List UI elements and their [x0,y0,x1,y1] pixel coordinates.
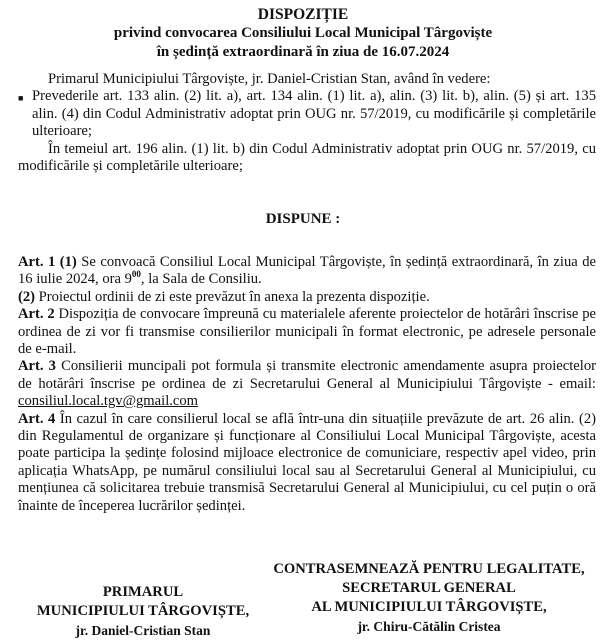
dispune-heading: DISPUNE : [265,211,341,227]
secretary-signature-block [256,560,602,636]
secretary-municipality: AL MUNICIPIULUI TÂRGOVIȘTE, [311,599,547,615]
square-bullet-icon: ■ [18,93,24,104]
article-1-2-text: Proiectul ordinii de zi este prevăzut în anexa la prezenta dispoziție. [35,288,430,305]
title-date: în ședință extraordinară în ziua de 16.07.2024 [156,44,450,60]
title-heading: DISPOZIȚIE [257,6,349,23]
article-4-text: În cazul în care consilierul local se află într-una din situațiile prevăzute de art. 26 alin. (2) din Regulamentul de organizare și funcționare al Consiliului Local Municipal Târgoviște, acesta poate participa la ședințe folosind mijloace electronice de comuniciare, respectiv apel video, prin aplicația WhatsApp, pe numărul consiliului local sau al Secretarului General al Municipiului, cu mențiunea că solicitarea trebuie transmisă Secretarului General al Municipiului, cu cel puțin o oră înainte de începerea lucrărilor ședinței. [18,410,596,514]
mayor-title: PRIMARUL [102,584,184,600]
mayor-signature-block [28,583,258,640]
article-3-text: Consilierii muncipali pot formula și transmite electronic amendamente asupra proiectelor de hotărâri înscrise pe ordinea de zi Secretarului General al Municipiului Târgoviște - email: [18,358,596,392]
intro-paragraph: Primarul Municipiului Târgoviște, jr. Daniel-Cristian Stan, având în vedere: [48,71,491,87]
article-1-text-a: Se convoacă Consiliul Local Municipal Târgoviște, în ședință extraordinară, în ziua de 16 iulie 2024, ora 9 [18,254,596,288]
countersign-label: CONTRASEMNEAZĂ PENTRU LEGALITATE, [273,561,585,577]
intro-section [18,71,596,175]
article-3 [18,358,596,410]
article-1-time-superscript: 00 [131,269,141,280]
article-1-paragraph-2 [18,289,596,306]
secretary-name: jr. Chiru-Cătălin Cristea [357,619,501,634]
title-subject: privind convocarea Consiliului Local Municipal Târgoviște [113,25,493,41]
articles-section [18,254,596,515]
article-2-text: Dispoziția de convocare împreună cu materialele aferente proiectelor de hotărâri înscrise pe ordinea de zi vor fi transmise consilierilor municipali în format electronic, pe adresele personale de e-mail. [18,306,596,358]
email-link[interactable]: consiliul.local.tgv@gmail.com [18,393,199,410]
article-1-label: Art. 1 (1) [18,254,77,270]
article-4-label: Art. 4 [18,410,56,427]
article-4 [18,411,596,515]
legal-basis-text: Prevederile art. 133 alin. (2) lit. a), art. 134 alin. (1) lit. a), alin. (3) lit. b), alin. (5) și art. 135 alin. (4) din Codul Administrativ adoptat prin OUG nr. 57/2019, cu modificările și completările ulterioare; [32,88,596,140]
article-2 [18,306,596,358]
article-1 [18,254,596,289]
article-1-text-b: , la Sala de Consiliu. [140,271,262,288]
mayor-name: jr. Daniel-Cristian Stan [75,623,211,638]
legal-basis-bullet [18,88,596,140]
article-1-2-label: (2) [18,288,36,305]
document-title [0,5,606,62]
article-3-label: Art. 3 [18,358,56,375]
mayor-municipality: MUNICIPIULUI TÂRGOVIȘTE, [36,603,250,619]
legal-basis-paragraph: În temeiul art. 196 alin. (1) lit. b) din Codul Administrativ adoptat prin OUG nr. 57/2019, cu modificările și completările ulterioare; [18,140,596,175]
article-2-label: Art. 2 [18,306,55,323]
secretary-title: SECRETARUL GENERAL [342,580,516,596]
